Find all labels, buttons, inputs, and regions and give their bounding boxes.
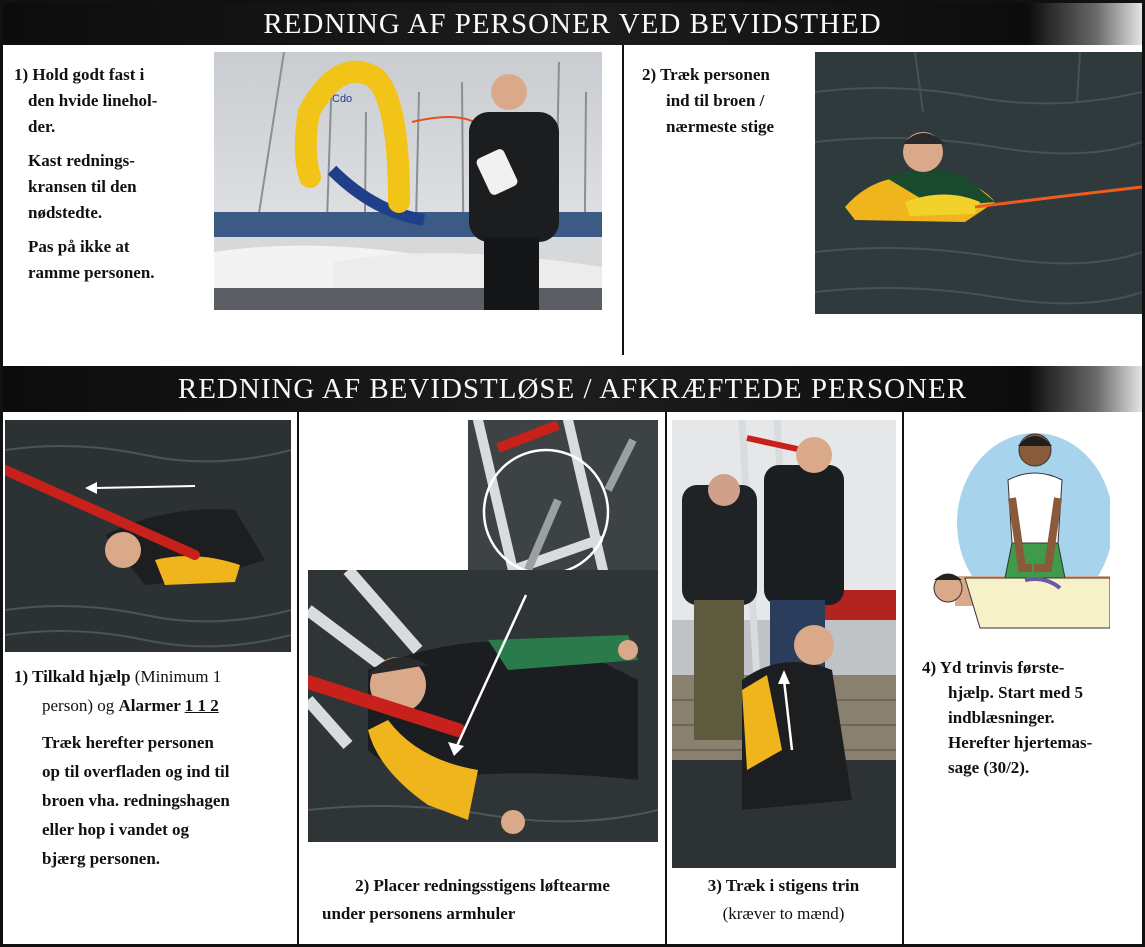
photo-person-in-water bbox=[815, 52, 1142, 314]
top-step2-text: 2) Træk personen ind til broen / nærmeste stige bbox=[642, 65, 775, 136]
photo-ladder-under-arms bbox=[308, 570, 658, 842]
bottom-step1-text: 1) Tilkald hjælp (Minimum 1 person) og Alarmer 1 1 2 Træk herefter personen op til overfladen og ind til broen vha. redningshagen eller hop i vandet og bjærg personen. bbox=[14, 667, 230, 868]
bottom-step4-text: 4) Yd trinvis første- hjælp. Start med 5 indblæsninger. Herefter hjertemas- sage (30/2). bbox=[922, 658, 1093, 777]
bottom-divider-3 bbox=[902, 412, 904, 944]
bottom-divider-1 bbox=[297, 412, 299, 944]
section-title-conscious: REDNING AF PERSONER VED BEVIDSTHED bbox=[3, 3, 1142, 45]
photo-hook-in-water bbox=[5, 420, 291, 652]
bottom-step3-caption: 3) Træk i stigens trin (kræver to mænd) bbox=[707, 876, 860, 923]
photo-throwing-lifebuoy bbox=[214, 52, 602, 310]
photo-ladder-arms-closeup bbox=[468, 420, 658, 592]
top-step1-text: 1) Hold godt fast i den hvide linehol- der. Kast rednings- kransen til den nødstedte. Pas på ikke at ramme personen. bbox=[14, 65, 158, 282]
illustration-cpr bbox=[930, 428, 1110, 643]
section-title-unconscious: REDNING AF BEVIDSTLØSE / AFKRÆFTEDE PERSONER bbox=[3, 366, 1142, 412]
bottom-step2-caption: 2) Placer redningsstigens løftearme under personens armhuler bbox=[322, 876, 610, 923]
ring-brand: Cdo bbox=[332, 93, 353, 105]
bottom-divider-2 bbox=[665, 412, 667, 944]
top-divider bbox=[622, 45, 624, 355]
photo-pull-ladder-rungs bbox=[672, 420, 896, 868]
